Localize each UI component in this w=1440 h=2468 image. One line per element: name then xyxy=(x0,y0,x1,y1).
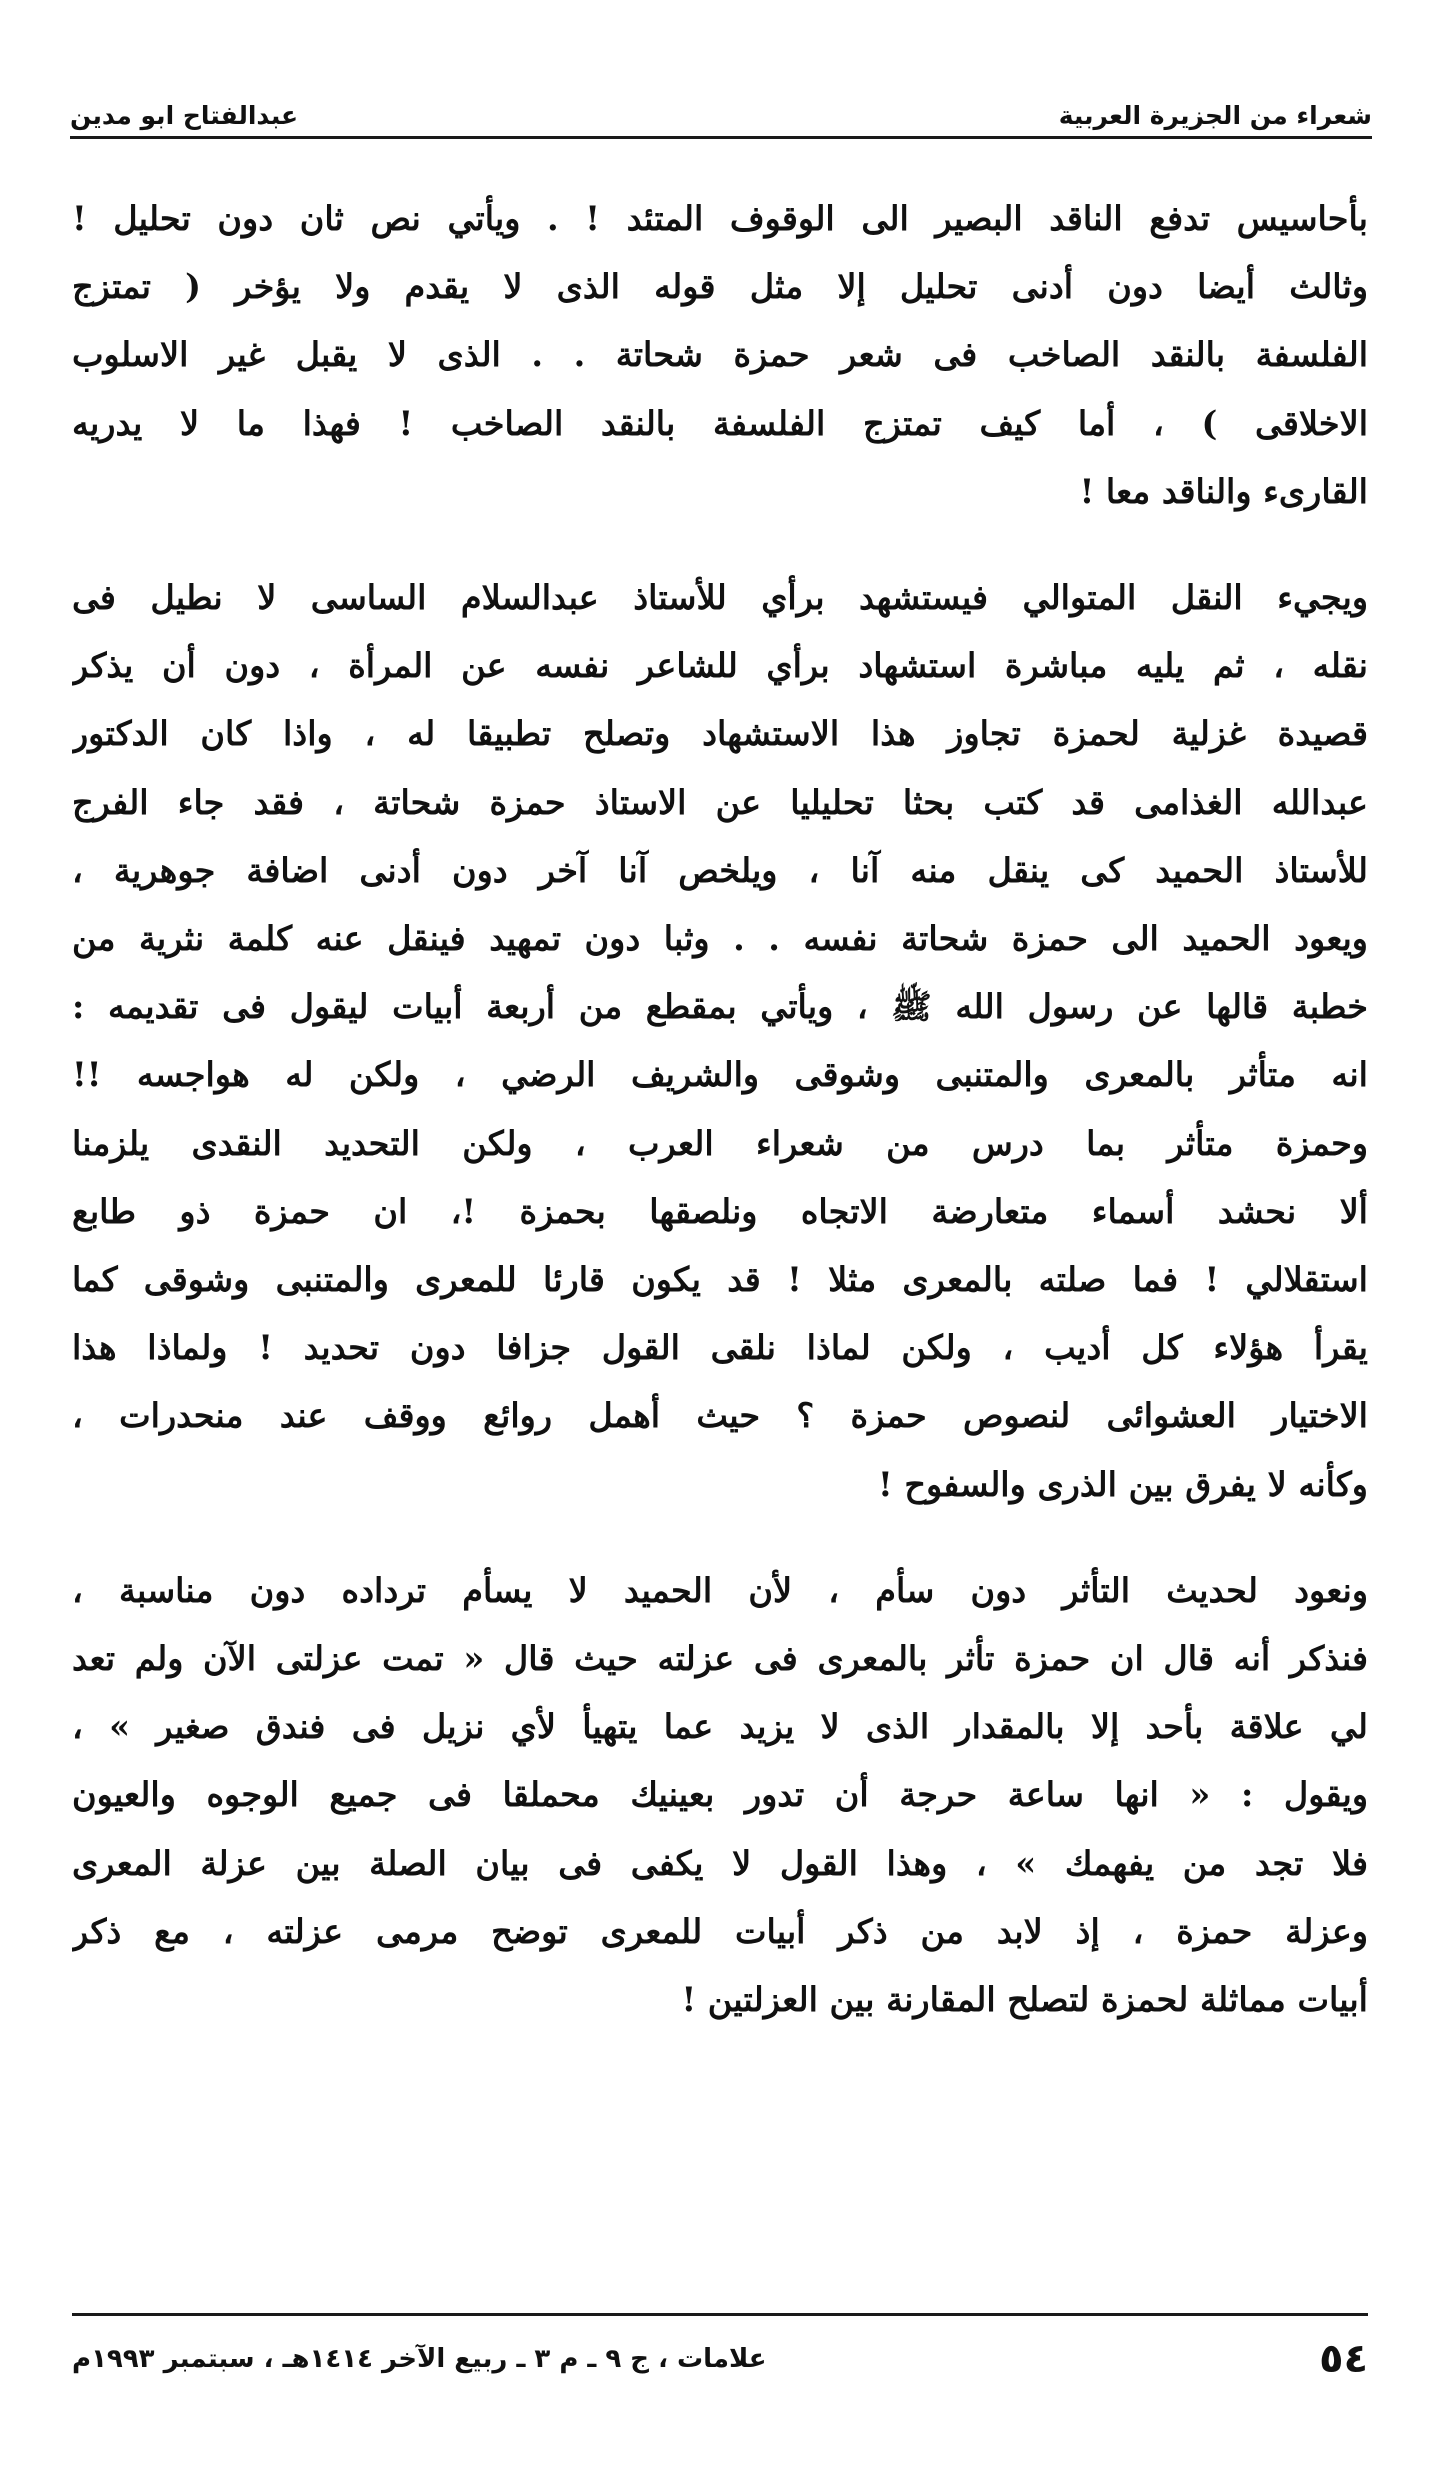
text-line: لي علاقة بأحد إلا بالمقدار الذى لا يزيد عما يتهيأ لأي نزيل فى فندق صغير » ، xyxy=(72,1707,1368,1747)
paragraph xyxy=(72,1557,1368,2034)
text-line: وحمزة متأثر بما درس من شعراء العرب ، ولكن التحديد النقدى يلزمنا xyxy=(72,1123,1368,1163)
text-line: للأستاذ الحميد كى ينقل منه آنا ، ويلخص آنا آخر دون أدنى اضافة جوهرية ، xyxy=(72,850,1368,890)
paragraph-gap xyxy=(72,526,1368,564)
text-line: خطبة قالها عن رسول الله ﷺ ، ويأتي بمقطع من أربعة أبيات ليقول فى تقديمه : xyxy=(72,987,1368,1027)
text-line: انه متأثر بالمعرى والمتنبى وشوقى والشريف الرضي ، ولكن له هواجسه !! xyxy=(72,1055,1368,1095)
text-line: أبيات مماثلة لحمزة لتصلح المقارنة بين العزلتين ! xyxy=(681,1980,1368,2020)
text-line: وكأنه لا يفرق بين الذرى والسفوح ! xyxy=(877,1464,1368,1504)
paragraph xyxy=(72,564,1368,1519)
running-header xyxy=(70,70,1372,139)
text-line: الفلسفة بالنقد الصاخب فى شعر حمزة شحاتة . . الذى لا يقبل غير الاسلوب xyxy=(72,335,1368,375)
text-line: ويقول : « انها ساعة حرجة أن تدور بعينيك محملقا فى جميع الوجوه والعيون xyxy=(72,1775,1368,1815)
text-line: عبدالله الغذامى قد كتب بحثا تحليليا عن الاستاذ حمزة شحاتة ، فقد جاء الفرج xyxy=(72,782,1368,822)
text-line: نقله ، ثم يليه مباشرة استشهاد برأي للشاعر نفسه عن المرأة ، دون أن يذكر xyxy=(72,646,1368,686)
article-body xyxy=(72,185,1368,2034)
text-line: الاختيار العشوائى لنصوص حمزة ؟ حيث أهمل روائع ووقف عند منحدرات ، xyxy=(72,1396,1368,1436)
author-name: عبدالفتاح ابو مدين xyxy=(70,101,299,130)
text-line: ويعود الحميد الى حمزة شحاتة نفسه . . وثبا دون تمهيد فينقل عنه كلمة نثرية من xyxy=(72,919,1368,959)
text-line: ألا نحشد أسماء متعارضة الاتجاه ونلصقها بحمزة !، ان حمزة ذو طابع xyxy=(72,1191,1368,1231)
text-line: ويجيء النقل المتوالي فيستشهد برأي للأستاذ عبدالسلام الساسى لا نطيل فى xyxy=(72,578,1368,618)
section-title: شعراء من الجزيرة العربية xyxy=(1058,101,1372,130)
text-line: القارىء والناقد معا ! xyxy=(1079,471,1368,511)
paragraph-gap xyxy=(72,1519,1368,1557)
text-line: وعزلة حمزة ، إذ لابد من ذكر أبيات للمعرى توضح مرمى عزلته ، مع ذكر xyxy=(72,1911,1368,1951)
journal-issue-info: علامات ، ج ٩ ـ م ٣ ـ ربيع الآخر ١٤١٤هـ ، سبتمبر ١٩٩٣م xyxy=(72,2344,767,2374)
page-number: ٥٤ xyxy=(1319,2336,1368,2382)
text-line: يقرأ هؤلاء كل أديب ، ولكن لماذا نلقى القول جزافا دون تحديد ! ولماذا هذا xyxy=(72,1328,1368,1368)
text-line: وثالث أيضا دون أدنى تحليل إلا مثل قوله الذى لا يقدم ولا يؤخر ( تمتزج xyxy=(72,267,1368,307)
page-footer xyxy=(72,2313,1368,2382)
text-line: فلا تجد من يفهمك » ، وهذا القول لا يكفى فى بيان الصلة بين عزلة المعرى xyxy=(72,1843,1368,1883)
paragraph xyxy=(72,185,1368,526)
text-line: فنذكر أنه قال ان حمزة تأثر بالمعرى فى عزلته حيث قال « تمت عزلتى الآن ولم تعد xyxy=(72,1639,1368,1679)
text-line: الاخلاقى ) ، أما كيف تمتزج الفلسفة بالنقد الصاخب ! فهذا ما لا يدريه xyxy=(72,403,1368,443)
text-line: بأحاسيس تدفع الناقد البصير الى الوقوف المتئد ! . ويأتي نص ثان دون تحليل ! xyxy=(72,199,1368,238)
text-line: استقلالي ! فما صلته بالمعرى مثلا ! قد يكون قارئا للمعرى والمتنبى وشوقى كما xyxy=(72,1260,1368,1300)
text-line: ونعود لحديث التأثر دون سأم ، لأن الحميد لا يسأم ترداده دون مناسبة ، xyxy=(72,1570,1368,1610)
text-line: قصيدة غزلية لحمزة تجاوز هذا الاستشهاد وتصلح تطبيقا له ، واذا كان الدكتور xyxy=(72,714,1368,754)
